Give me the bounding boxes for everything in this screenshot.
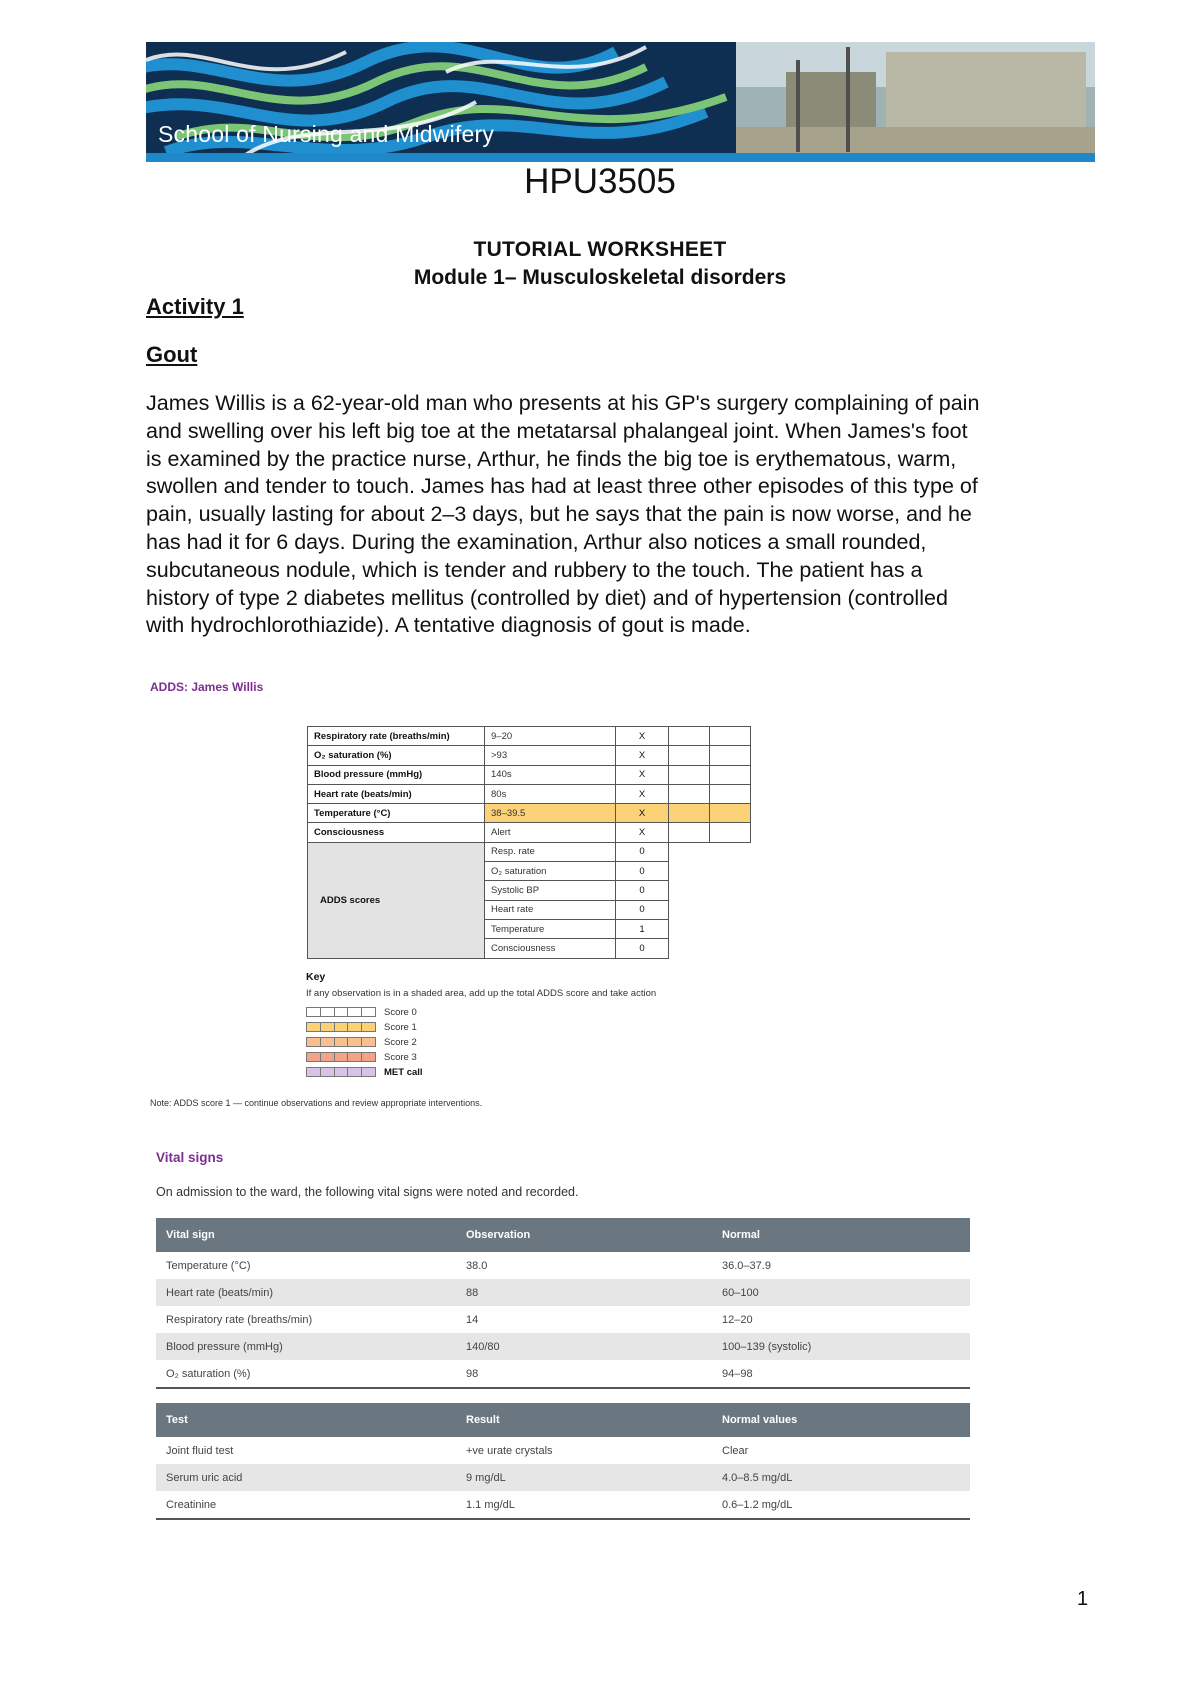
table-cell: Heart rate (beats/min) <box>156 1279 456 1306</box>
adds-label: Heart rate (beats/min) <box>308 784 485 803</box>
table-header-row <box>156 1403 970 1437</box>
adds-value: 9–20 <box>485 727 616 746</box>
case-line: subcutaneous nodule, which is tender and rubbery to the touch. The patient has a <box>146 557 923 582</box>
adds-score-value: 1 <box>616 919 669 938</box>
table-row <box>156 1306 970 1333</box>
adds-mark: X <box>616 823 669 842</box>
key-item <box>306 1036 417 1048</box>
table-cell: +ve urate crystals <box>466 1444 553 1457</box>
adds-row <box>308 727 751 746</box>
table-cell: Temperature (°C) <box>166 1259 251 1272</box>
adds-mark: X <box>616 746 669 765</box>
banner-strip <box>146 153 1095 162</box>
adds-value: Alert <box>485 823 616 842</box>
worksheet-title: TUTORIAL WORKSHEET <box>473 238 727 261</box>
table-cell: Blood pressure (mmHg) <box>156 1333 456 1360</box>
adds-scores-label: ADDS scores <box>308 842 485 958</box>
key-label: Score 0 <box>384 1006 417 1018</box>
adds-label: Blood pressure (mmHg) <box>308 765 485 784</box>
table-cell: 14 <box>466 1313 479 1326</box>
key-item <box>306 1051 417 1063</box>
table-cell: 60–100 <box>712 1279 970 1306</box>
case-line: and swelling over his left big toe at the metatarsal phalangeal joint. When James's foot <box>146 418 968 443</box>
vital-signs-heading: Vital signs <box>156 1150 224 1165</box>
column-header: Vital sign <box>156 1218 456 1252</box>
key-item <box>306 1066 423 1078</box>
case-line: has had it for 6 days. During the examination, Arthur also notices a small rounded, <box>146 529 927 554</box>
lab-tests-table <box>156 1403 970 1520</box>
adds-mark: X <box>616 804 669 823</box>
column-header: Normal values <box>712 1403 970 1437</box>
adds-score-label: Consciousness <box>485 939 616 958</box>
header-banner <box>146 42 1095 162</box>
table-cell: 36.0–37.9 <box>722 1259 771 1272</box>
table-row <box>156 1437 970 1464</box>
adds-score-value: 0 <box>616 939 669 958</box>
column-header: Test <box>156 1403 456 1437</box>
table-cell: 9 mg/dL <box>456 1464 712 1491</box>
key-label: Score 3 <box>384 1051 417 1063</box>
adds-label: Respiratory rate (breaths/min) <box>308 727 485 746</box>
table-cell: Serum uric acid <box>156 1464 456 1491</box>
case-line: is examined by the practice nurse, Arthur, he finds the big toe is erythematous, warm, <box>146 446 957 471</box>
case-line: history of type 2 diabetes mellitus (controlled by diet) and of hypertension (controlled <box>146 585 948 610</box>
table-cell: 0.6–1.2 mg/dL <box>712 1491 970 1519</box>
adds-score-label: Systolic BP <box>485 881 616 900</box>
table-cell: 4.0–8.5 mg/dL <box>712 1464 970 1491</box>
table-cell: 88 <box>456 1279 712 1306</box>
case-study-text <box>146 390 1106 640</box>
table-row <box>156 1464 970 1491</box>
adds-heading: ADDS: James Willis <box>150 680 264 694</box>
table-row <box>156 1360 970 1388</box>
table-cell: 100–139 (systolic) <box>712 1333 970 1360</box>
table-row <box>156 1333 970 1360</box>
table-row <box>156 1252 970 1279</box>
adds-row <box>308 746 751 765</box>
adds-value: 140s <box>485 765 616 784</box>
adds-row <box>308 784 751 803</box>
worksheet-module: Module 1– Musculoskeletal disorders <box>413 266 787 289</box>
case-line: pain, usually lasting for about 2–3 days, but he says that the pain is now worse, and he <box>146 502 972 527</box>
key-title: Key <box>306 971 326 983</box>
table-cell: Clear <box>722 1444 749 1457</box>
adds-note: Note: ADDS score 1 — continue observations and review appropriate interventions. <box>150 1098 483 1108</box>
adds-label: Consciousness <box>308 823 485 842</box>
table-row <box>156 1279 970 1306</box>
adds-score-value: 0 <box>616 900 669 919</box>
adds-value: >93 <box>485 746 616 765</box>
table-cell: 94–98 <box>712 1360 970 1388</box>
vital-signs-table <box>156 1218 970 1389</box>
column-header: Normal <box>712 1218 970 1252</box>
adds-label: O₂ saturation (%) <box>308 746 485 765</box>
adds-score-value: 0 <box>616 862 669 881</box>
topic-heading: Gout <box>146 342 198 367</box>
column-header: Result <box>456 1403 712 1437</box>
table-row <box>156 1491 970 1519</box>
adds-score-row <box>308 842 751 861</box>
adds-table <box>307 726 751 959</box>
adds-row-highlighted <box>308 804 751 823</box>
case-line: James Willis is a 62-year-old man who presents at his GP's surgery complaining of pain <box>146 391 980 415</box>
banner-title: School of Nursing and Midwifery <box>158 121 495 147</box>
key-item <box>306 1021 417 1033</box>
column-header: Observation <box>456 1218 712 1252</box>
key-swatch <box>306 1052 376 1062</box>
table-cell: 98 <box>456 1360 712 1388</box>
key-label: Score 1 <box>384 1021 417 1033</box>
case-line: swollen and tender to touch. James has had at least three other episodes of this type of <box>146 474 978 499</box>
adds-mark: X <box>616 765 669 784</box>
adds-score-label: Temperature <box>485 919 616 938</box>
key-swatch <box>306 1037 376 1047</box>
adds-label: Temperature (°C) <box>308 804 485 823</box>
key-description: If any observation is in a shaded area, add up the total ADDS score and take action <box>306 988 657 999</box>
adds-score-label: Resp. rate <box>485 842 616 861</box>
key-label: MET call <box>384 1066 423 1078</box>
key-label: Score 2 <box>384 1036 417 1048</box>
table-cell: 12–20 <box>722 1313 753 1326</box>
adds-value: 80s <box>485 784 616 803</box>
adds-score-label: Heart rate <box>485 900 616 919</box>
adds-score-value: 0 <box>616 842 669 861</box>
table-cell: O₂ saturation (%) <box>156 1360 456 1388</box>
activity-heading: Activity 1 <box>146 294 244 319</box>
adds-score-label: O₂ saturation <box>485 862 616 881</box>
course-code: HPU3505 <box>524 162 676 201</box>
adds-row <box>308 765 751 784</box>
key-swatch <box>306 1067 376 1077</box>
vital-signs-intro: On admission to the ward, the following vital signs were noted and recorded. <box>156 1185 579 1199</box>
table-header-row <box>156 1218 970 1252</box>
table-cell: 140/80 <box>456 1333 712 1360</box>
table-cell: 1.1 mg/dL <box>456 1491 712 1519</box>
table-cell: Respiratory rate (breaths/min) <box>166 1313 313 1326</box>
adds-value: 38–39.5 <box>485 804 616 823</box>
adds-mark: X <box>616 784 669 803</box>
page-number: 1 <box>1077 1588 1089 1610</box>
table-cell: Joint fluid test <box>166 1444 234 1457</box>
adds-row <box>308 823 751 842</box>
table-cell: 38.0 <box>466 1259 488 1272</box>
case-line: with hydrochlorothiazide). A tentative diagnosis of gout is made. <box>146 613 751 638</box>
table-cell: Creatinine <box>156 1491 456 1519</box>
adds-score-value: 0 <box>616 881 669 900</box>
key-swatch <box>306 1007 376 1017</box>
key-swatch <box>306 1022 376 1032</box>
key-item <box>306 1006 417 1018</box>
adds-mark: X <box>616 727 669 746</box>
